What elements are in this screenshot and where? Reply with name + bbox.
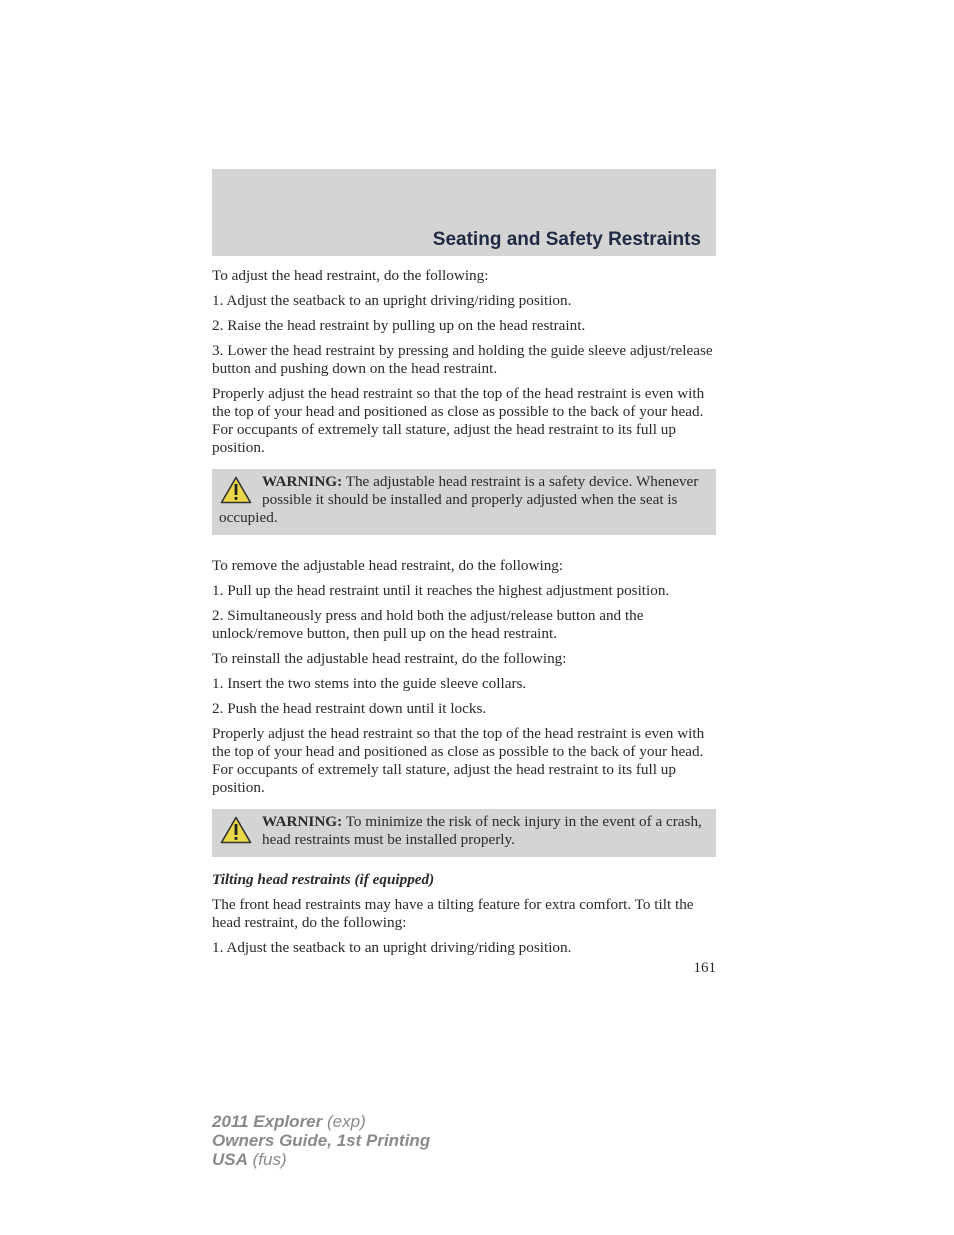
paragraph: Properly adjust the head restraint so that the top of the head restraint is even with the top of your head and positioned as close as possible to the back of your head. For occupants of extremely tall stature, adjust the head restraint to its full up position. xyxy=(212,725,705,796)
paragraph: To adjust the head restraint, do the following: xyxy=(212,267,489,284)
paragraph: 2. Raise the head restraint by pulling up on the head restraint. xyxy=(212,317,586,334)
footer-model: 2011 Explorer xyxy=(212,1112,323,1131)
paragraph: Properly adjust the head restraint so that the top of the head restraint is even with the top of your head and positioned as close as possible to the back of your head. For occupants of extremely tall stature, adjust the head restraint to its full up position. xyxy=(212,385,705,456)
page-number: 161 xyxy=(693,960,716,976)
paragraph: 2. Push the head restraint down until it locks. xyxy=(212,700,487,717)
warning-box xyxy=(212,809,716,857)
paragraph: 1. Adjust the seatback to an upright driving/riding position. xyxy=(212,292,572,309)
footer-printing: Owners Guide, 1st Printing xyxy=(212,1131,431,1150)
paragraph: 1. Pull up the head restraint until it reaches the highest adjustment position. xyxy=(212,582,670,599)
warning-label: WARNING: xyxy=(262,813,343,830)
paragraph: To reinstall the adjustable head restraint, do the following: xyxy=(212,650,567,667)
paragraph: 3. Lower the head restraint by pressing and holding the guide sleeve adjust/release button and pushing down on the head restraint. xyxy=(212,342,713,377)
warning-text: The adjustable head restraint is a safety device. Whenever possible it should be installed and properly adjusted when the seat is occupied. xyxy=(219,473,699,526)
paragraph: 1. Adjust the seatback to an upright driving/riding position. xyxy=(212,939,572,956)
footer-model-code: (exp) xyxy=(327,1112,366,1131)
footer-market: USA xyxy=(212,1150,248,1169)
section-header-band xyxy=(212,169,716,256)
subheading: Tilting head restraints (if equipped) xyxy=(212,871,435,888)
warning-triangle-icon xyxy=(220,816,252,844)
section-title: Seating and Safety Restraints xyxy=(432,229,701,250)
footer-edition-info xyxy=(212,1112,430,1169)
paragraph: 2. Simultaneously press and hold both the adjust/release button and the unlock/remove button, then pull up on the head restraint. xyxy=(212,607,644,642)
paragraph: The front head restraints may have a tilting feature for extra comfort. To tilt the head restraint, do the following: xyxy=(212,896,694,931)
page-content xyxy=(212,267,716,964)
paragraph: To remove the adjustable head restraint, do the following: xyxy=(212,557,564,574)
warning-box xyxy=(212,469,716,535)
warning-label: WARNING: xyxy=(262,473,343,490)
footer-market-code: (fus) xyxy=(252,1150,287,1169)
warning-triangle-icon xyxy=(220,476,252,504)
warning-text: To minimize the risk of neck injury in the event of a crash, head restraints must be installed properly. xyxy=(262,813,702,848)
paragraph: 1. Insert the two stems into the guide sleeve collars. xyxy=(212,675,527,692)
